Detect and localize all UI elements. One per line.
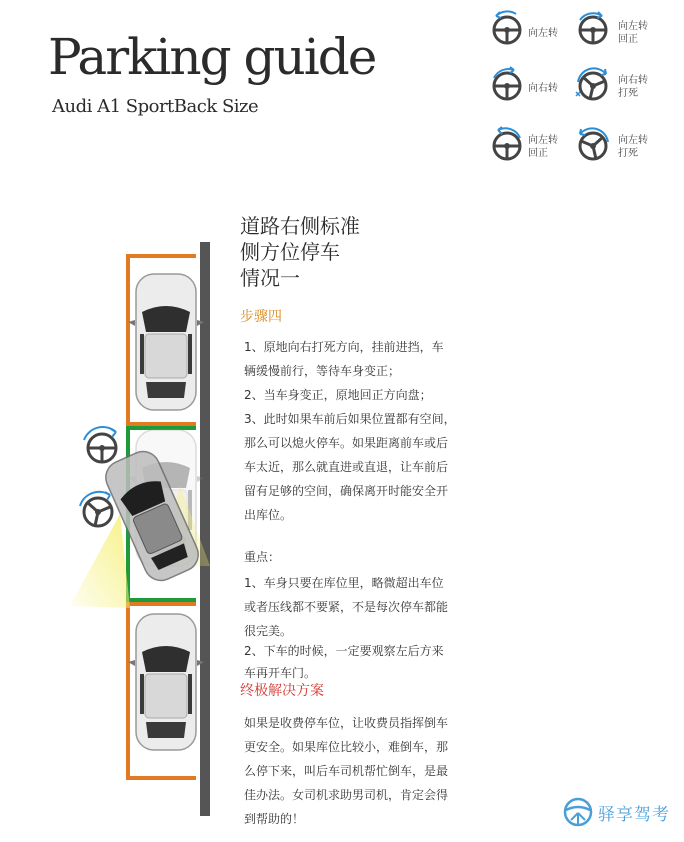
headlight-beam bbox=[70, 514, 130, 608]
step-line: 留有足够的空间，确保离开时能安全开 bbox=[244, 484, 449, 498]
key-points-title: 重点： bbox=[244, 550, 281, 564]
step-line: 2、当车身变正，原地回正方向盘； bbox=[244, 388, 432, 402]
final-line: 如果是收费停车位，让收费员指挥倒车 bbox=[244, 716, 449, 730]
legend-label-4: 向左转 回正 bbox=[528, 135, 558, 159]
step-line: 车太近，那么就直进或直退，让车前后 bbox=[244, 460, 449, 474]
key-point-line: 1、车身只要在库位里，略微超出车位 bbox=[244, 576, 444, 590]
key-point-line: 或者压线都不要紧，不是每次停车都能 bbox=[244, 600, 449, 614]
legend-label-6: 向左转 打死 bbox=[618, 135, 648, 159]
heading-line-2: 侧方位停车 bbox=[240, 240, 340, 264]
final-solution-title: 终极解决方案 bbox=[240, 683, 324, 699]
steering-wheel-right-turn-icon bbox=[80, 492, 112, 526]
step-line: 那么可以熄火停车。如果距离前车或后 bbox=[244, 436, 449, 450]
final-line: 到帮助的！ bbox=[244, 812, 305, 826]
legend-label-1: 向左转 bbox=[528, 28, 558, 39]
parking-diagram bbox=[60, 236, 220, 816]
watermark-text: 驿享驾考 bbox=[598, 805, 670, 825]
steering-wheel-left-return-icon bbox=[572, 8, 614, 50]
step-line: 辆缓慢前行，等待车身变正； bbox=[244, 364, 401, 378]
curb-line bbox=[200, 242, 210, 816]
rear-car bbox=[128, 614, 204, 750]
legend-label-2: 向右转 bbox=[528, 83, 558, 94]
steering-wheel-return-icon bbox=[84, 427, 116, 462]
steering-wheel-logo-icon bbox=[562, 796, 594, 828]
step-line: 1、原地向右打死方向，挂前进挡，车 bbox=[244, 340, 444, 354]
steering-wheel-left-icon bbox=[486, 8, 528, 50]
heading-line-3: 情况一 bbox=[240, 266, 300, 290]
key-point-line: 车再开车门。 bbox=[244, 666, 317, 680]
heading-line-1: 道路右侧标准 bbox=[240, 214, 360, 238]
step-line: 3、此时如果车前后如果位置都有空间， bbox=[244, 412, 456, 426]
final-line: 更安全。如果库位比较小，难倒车，那 bbox=[244, 740, 449, 754]
front-car bbox=[128, 274, 204, 410]
final-line: 佳办法。女司机求助男司机，肯定会得 bbox=[244, 788, 449, 802]
step-title: 步骤四 bbox=[240, 309, 282, 325]
steering-wheel-right-full-lock-icon bbox=[572, 64, 614, 106]
final-line: 么停下来，叫后车司机帮忙倒车，是最 bbox=[244, 764, 449, 778]
page-title: Parking guide bbox=[48, 28, 376, 86]
page-subtitle: Audi A1 SportBack Size bbox=[52, 96, 259, 117]
key-point-line: 2、下车的时候，一定要观察左后方来 bbox=[244, 644, 444, 658]
legend-label-3: 向左转 回正 bbox=[618, 21, 648, 45]
legend-label-5: 向右转 打死 bbox=[618, 75, 648, 99]
step-line: 出库位。 bbox=[244, 508, 293, 522]
steering-wheel-left-full-lock-icon bbox=[572, 124, 614, 166]
steering-wheel-right-icon bbox=[486, 64, 528, 106]
steering-wheel-left-lock-return-icon bbox=[486, 124, 528, 166]
key-point-line: 很完美。 bbox=[244, 624, 293, 638]
